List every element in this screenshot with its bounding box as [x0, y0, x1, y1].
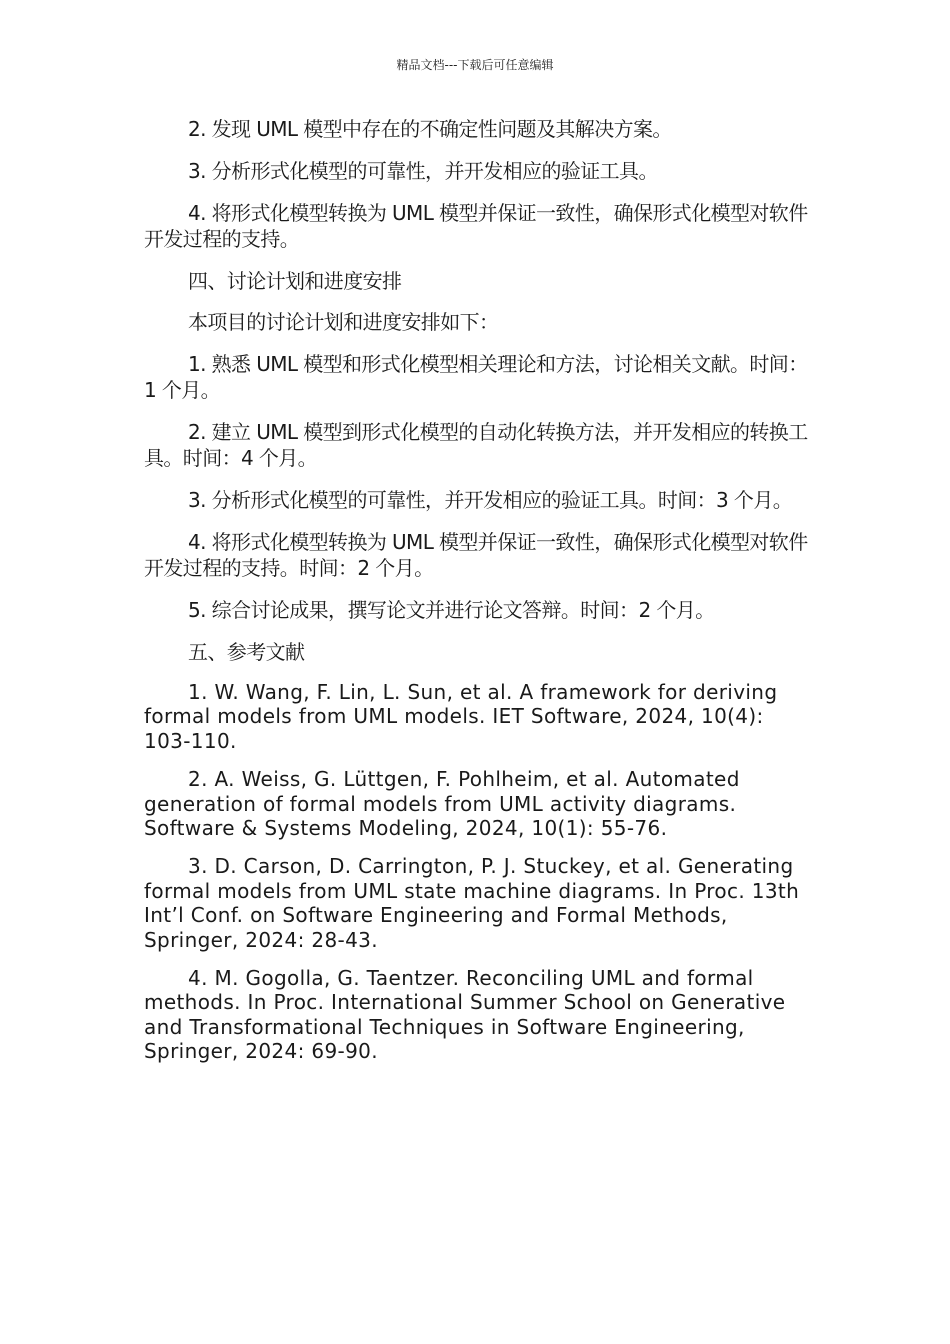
reference-item-4: 4. M. Gogolla, G. Taentzer. Reconciling UML and formal methods. In Proc. International Summer School on Generative and Transformational Techniques in Software Engineering, Springer, 2024: 69-90.	[144, 966, 786, 1064]
schedule-intro: 本项目的讨论计划和进度安排如下：	[188, 310, 499, 334]
reference-item-1: 1. W. Wang, F. Lin, L. Sun, et al. A framework for deriving formal models from UML models. IET Software, 2024, 10(4): 103-110.	[144, 680, 778, 753]
schedule-item-1: 1. 熟悉 UML 模型和形式化模型相关理论和方法，讨论相关文献。时间：1 个月。	[144, 352, 808, 402]
objective-item-4: 4. 将形式化模型转换为 UML 模型并保证一致性，确保形式化模型对软件开发过程的支持。	[144, 201, 808, 251]
objective-item-2: 2. 发现 UML 模型中存在的不确定性问题及其解决方案。	[188, 117, 672, 141]
schedule-item-3: 3. 分析形式化模型的可靠性，并开发相应的验证工具。时间：3 个月。	[188, 488, 793, 512]
schedule-item-2: 2. 建立 UML 模型到形式化模型的自动化转换方法，并开发相应的转换工具。时间：4 个月。	[144, 420, 808, 470]
reference-item-3: 3. D. Carson, D. Carrington, P. J. Stuckey, et al. Generating formal models from UML state machine diagrams. In Proc. 13th Int’l Conf. on Software Engineering and Formal Methods, Springer, 2024: 28-43.	[144, 854, 800, 952]
page-header: 精品文档---下载后可任意编辑	[396, 58, 554, 72]
schedule-item-5: 5. 综合讨论成果，撰写论文并进行论文答辩。时间：2 个月。	[188, 598, 715, 622]
reference-item-2: 2. A. Weiss, G. Lüttgen, F. Pohlheim, et al. Automated generation of formal models from UML activity diagrams. Software & Systems Modeling, 2024, 10(1): 55-76.	[144, 767, 740, 841]
section-heading-references: 五、参考文献	[188, 640, 305, 664]
document-body	[144, 116, 809, 1078]
section-heading-schedule: 四、讨论计划和进度安排	[188, 269, 402, 293]
objective-item-3: 3. 分析形式化模型的可靠性，并开发相应的验证工具。	[188, 159, 658, 183]
schedule-item-4: 4. 将形式化模型转换为 UML 模型并保证一致性，确保形式化模型对软件开发过程的支持。时间：2 个月。	[144, 530, 808, 580]
